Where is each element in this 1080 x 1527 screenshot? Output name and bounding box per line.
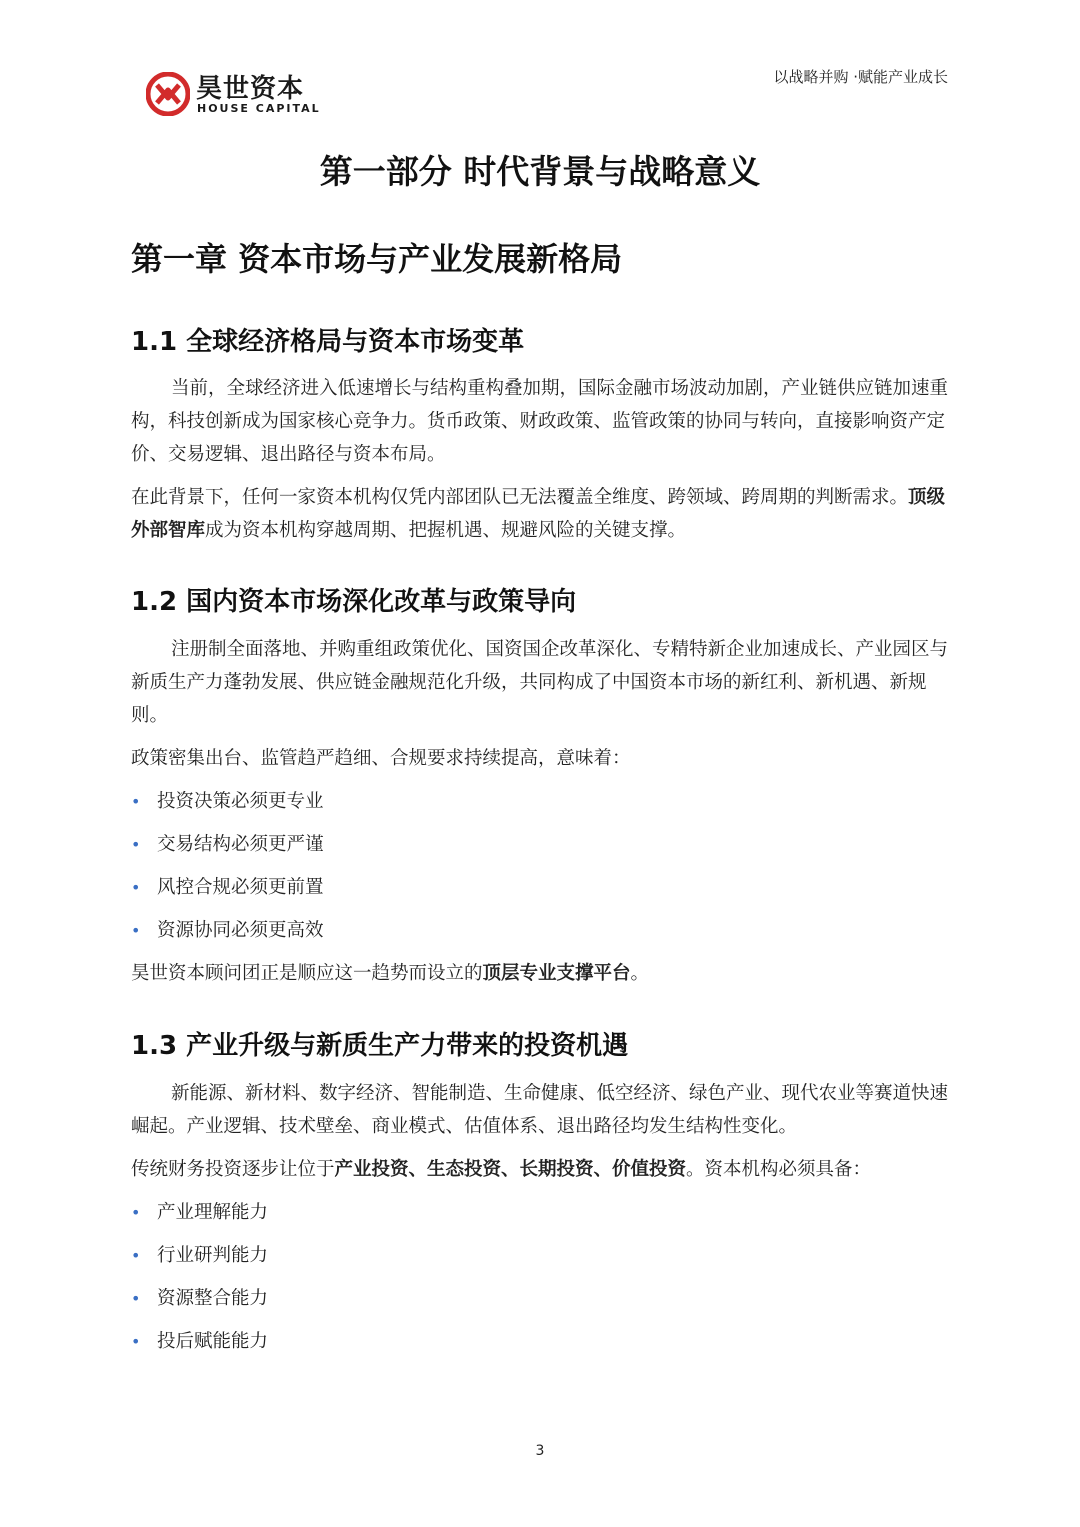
section-1-1-title: 1.1 全球经济格局与资本市场变革 bbox=[131, 327, 525, 357]
header-slogan: 以战略并购 ·赋能产业成长 bbox=[773, 68, 948, 86]
list-item: • 资源协同必须更高效 bbox=[131, 914, 324, 947]
section-1-1-paragraph-1: 当前，全球经济进入低速增长与结构重构叠加期，国际金融市场波动加剧，产业链供应链加速重构，科技创新成为国家核心竞争力。货币政策、财政政策、监管政策的协同与转向，直接影响资产定价、交易逻辑、退出路径与资本布局。 bbox=[131, 378, 949, 465]
company-logo bbox=[146, 66, 321, 122]
bullet-icon: • bbox=[131, 1332, 141, 1351]
chapter-title: 第一章 资本市场与产业发展新格局 bbox=[131, 240, 623, 278]
section-1-3-paragraph-2: 传统财务投资逐步让位于产业投资、生态投资、长期投资、价值投资。资本机构必须具备： bbox=[131, 1159, 872, 1180]
section-1-2-paragraph-3: 昊世资本顾问团正是顺应这一趋势而设立的顶层专业支撑平台。 bbox=[131, 963, 650, 984]
section-1-3-paragraph-1: 新能源、新材料、数字经济、智能制造、生命健康、低空经济、绿色产业、现代农业等赛道快速崛起。产业逻辑、技术壁垒、商业模式、估值体系、退出路径均发生结构性变化。 bbox=[131, 1083, 949, 1137]
logo-english-name: HOUSE CAPITAL bbox=[197, 102, 321, 115]
bullet-icon: • bbox=[131, 878, 141, 897]
page-number: 3 bbox=[535, 1443, 545, 1459]
bullet-icon: • bbox=[131, 1203, 141, 1222]
section-1-1-paragraph-2: 在此背景下，任何一家资本机构仅凭内部团队已无法覆盖全维度、跨领域、跨周期的判断需求。顶级外部智库成为资本机构穿越周期、把握机遇、规避风险的关键支撑。 bbox=[131, 487, 946, 541]
bullet-icon: • bbox=[131, 792, 141, 811]
emphasis-text: 顶层专业支撑平台 bbox=[482, 963, 631, 984]
emphasis-text: 产业投资、生态投资、长期投资、价值投资 bbox=[334, 1159, 687, 1180]
list-item: • 交易结构必须更严谨 bbox=[131, 828, 324, 861]
section-1-2-paragraph-2: 政策密集出台、监管趋严趋细、合规要求持续提高，意味着： bbox=[131, 748, 631, 769]
section-1-2-title: 1.2 国内资本市场深化改革与政策导向 bbox=[131, 587, 577, 617]
bullet-icon: • bbox=[131, 1289, 141, 1308]
list-item: • 资源整合能力 bbox=[131, 1282, 268, 1315]
list-item: • 投资决策必须更专业 bbox=[131, 785, 324, 818]
part-title: 第一部分 时代背景与战略意义 bbox=[319, 152, 761, 191]
logo-chinese-name: 昊世资本 bbox=[196, 74, 305, 104]
bullet-icon: • bbox=[131, 921, 141, 940]
bullet-icon: • bbox=[131, 1246, 141, 1265]
bullet-icon: • bbox=[131, 835, 141, 854]
list-item: • 产业理解能力 bbox=[131, 1196, 268, 1229]
list-item: • 行业研判能力 bbox=[131, 1239, 268, 1272]
section-1-2-paragraph-1: 注册制全面落地、并购重组政策优化、国资国企改革深化、专精特新企业加速成长、产业园区与新质生产力蓬勃发展、供应链金融规范化升级，共同构成了中国资本市场的新红利、新机遇、新规则。 bbox=[131, 639, 949, 726]
section-1-3-title: 1.3 产业升级与新质生产力带来的投资机遇 bbox=[131, 1031, 629, 1061]
list-item: • 风控合规必须更前置 bbox=[131, 871, 324, 904]
list-item: • 投后赋能能力 bbox=[131, 1325, 268, 1358]
emphasis-text: 顶级外部智库 bbox=[131, 487, 946, 541]
house-capital-logo-icon bbox=[146, 72, 190, 116]
